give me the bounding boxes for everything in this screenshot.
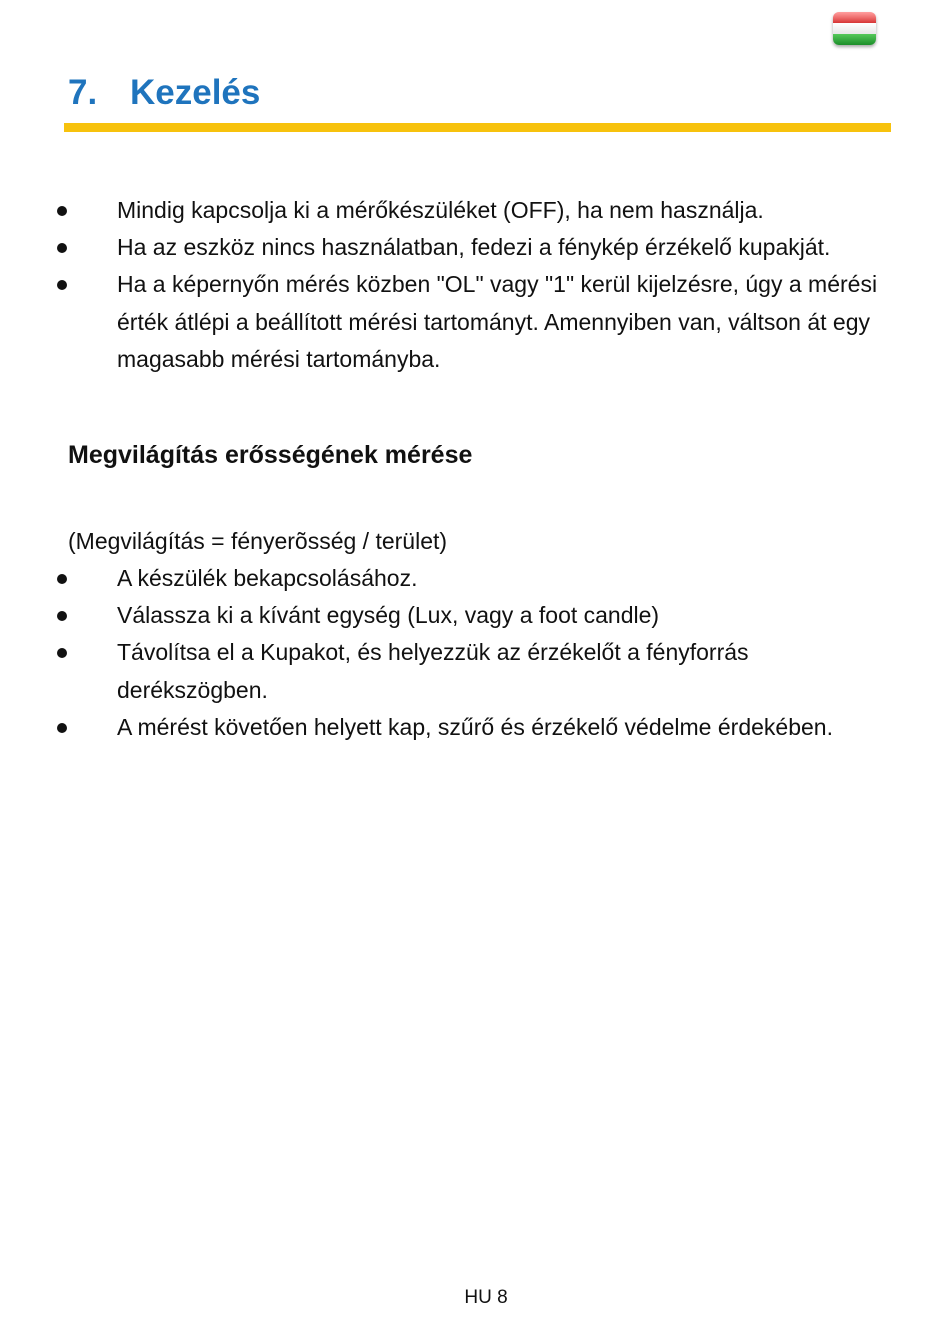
bullet-icon xyxy=(57,280,67,290)
list-item-text: Válassza ki a kívánt egység (Lux, vagy a foot candle) xyxy=(117,602,660,629)
bullet-icon xyxy=(57,611,67,621)
bullet-icon xyxy=(57,648,67,658)
section-title xyxy=(68,73,260,113)
list-item xyxy=(0,634,950,708)
section-number: 7. xyxy=(68,73,98,112)
flag-stripe-white xyxy=(833,23,876,34)
hungarian-flag-icon xyxy=(833,12,876,45)
list-item xyxy=(0,192,950,229)
list-item-text: Mindig kapcsolja ki a mérőkészüléket (OFF), ha nem használja. xyxy=(117,197,764,223)
general-notes-list xyxy=(0,192,950,378)
list-item-text: Ha az eszköz nincs használatban, fedezi a fénykép érzékelő kupakját. xyxy=(117,234,831,261)
list-item-text: A mérést követően helyett kap, szűrő és érzékelő védelme érdekében. xyxy=(117,713,833,740)
page-number: HU 8 xyxy=(464,1287,508,1308)
measurement-steps-list xyxy=(0,560,950,746)
formula-note: (Megvilágítás = fényerõsség / terület) xyxy=(68,528,448,554)
list-item xyxy=(0,597,950,634)
list-item-text: Távolítsa el a Kupakot, és helyezzük az érzékelőt a fényforrás derékszögben. xyxy=(117,639,749,703)
bullet-icon xyxy=(57,723,67,733)
list-item xyxy=(0,560,950,597)
bullet-icon xyxy=(57,206,67,216)
list-item-text: Ha a képernyőn mérés közben "OL" vagy "1" kerül kijelzésre, úgy a mérési érték átlépi a beállított mérési tartományt. Amennyiben van, váltson át egy magasabb mérési tartományba. xyxy=(117,271,878,372)
bullet-icon xyxy=(57,243,67,253)
bullet-icon xyxy=(57,574,67,584)
list-item-text: A készülék bekapcsolásához. xyxy=(117,565,418,591)
list-item xyxy=(0,229,950,266)
title-underline-rule xyxy=(64,123,891,132)
flag-stripe-red xyxy=(833,12,876,23)
list-item xyxy=(0,266,950,378)
section-title-text: Kezelés xyxy=(130,73,261,112)
subsection-heading: Megvilágítás erősségének mérése xyxy=(68,441,473,469)
list-item xyxy=(0,709,950,746)
flag-stripe-green xyxy=(833,34,876,45)
